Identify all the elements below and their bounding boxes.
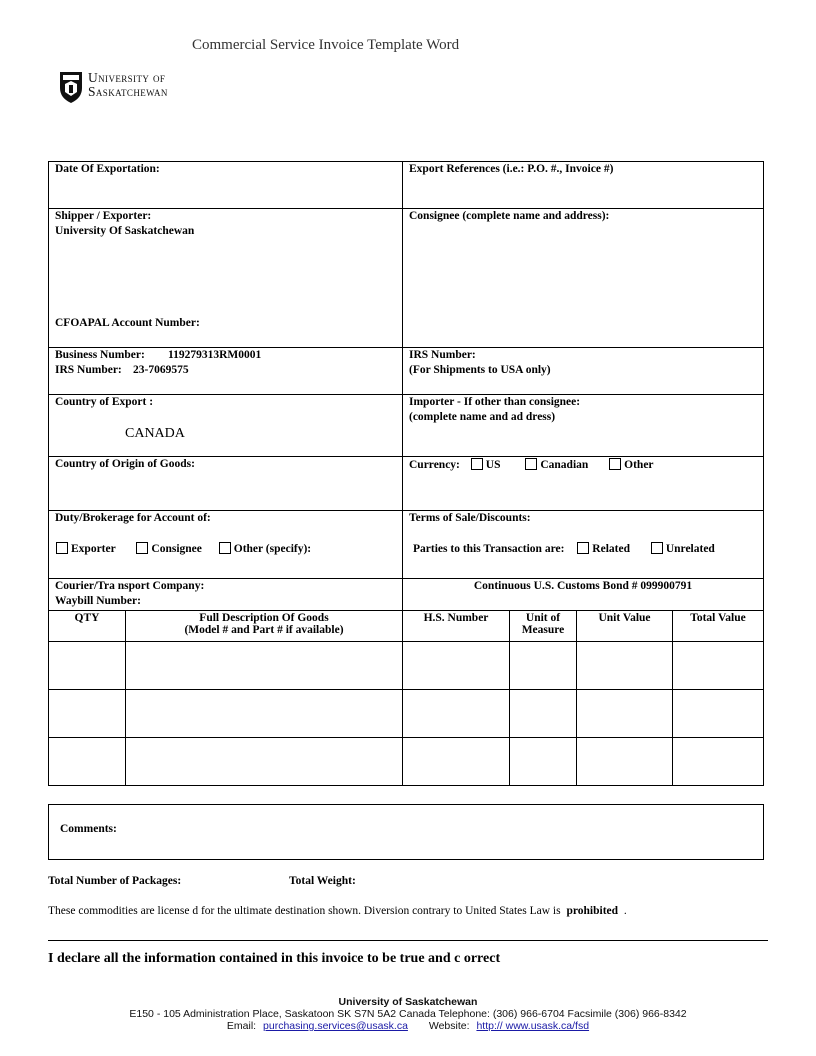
- logo-line-2: Saskatchewan: [88, 84, 168, 99]
- shipper-value: University Of Saskatchewan: [55, 225, 195, 237]
- footer-contact: [0, 1020, 816, 1032]
- logo-wordmark: [88, 71, 168, 99]
- checkbox-icon[interactable]: [56, 542, 68, 554]
- duty-brokerage-label: Duty/Brokerage for Account of:: [55, 512, 211, 524]
- parties-related[interactable]: Related: [577, 543, 630, 555]
- duty-consignee[interactable]: Consignee: [136, 543, 201, 555]
- currency-group: [409, 458, 654, 471]
- parties-unrelated[interactable]: Unrelated: [651, 543, 715, 555]
- website-link[interactable]: http:// www.usask.ca/fsd: [476, 1020, 590, 1032]
- date-of-exportation-label: Date Of Exportation:: [55, 163, 160, 175]
- checkbox-icon[interactable]: [651, 542, 663, 554]
- email-link[interactable]: purchasing.services@usask.ca: [263, 1020, 408, 1032]
- checkbox-icon[interactable]: [525, 458, 537, 470]
- country-of-export-label: Country of Export :: [55, 396, 154, 408]
- comments-box[interactable]: [48, 804, 764, 860]
- checkbox-icon[interactable]: [577, 542, 589, 554]
- customs-bond: Continuous U.S. Customs Bond # 099900791: [473, 580, 693, 592]
- checkbox-icon[interactable]: [136, 542, 148, 554]
- university-crest-icon: [58, 70, 84, 104]
- business-number-value: 119279313RM0001: [168, 349, 262, 361]
- duty-options: [56, 542, 311, 555]
- terms-label: Terms of Sale/Discounts:: [409, 512, 531, 524]
- total-packages-label: Total Number of Packages:: [48, 875, 182, 887]
- col-qty: QTY: [74, 612, 100, 624]
- divider: [48, 940, 768, 941]
- parties-label: Parties to this Transaction are:: [413, 543, 565, 555]
- checkbox-icon[interactable]: [471, 458, 483, 470]
- footer-org: University of Saskatchewan: [338, 996, 478, 1008]
- comments-label: Comments:: [60, 823, 117, 835]
- currency-other[interactable]: Other: [609, 459, 653, 471]
- logo-line-1: University of: [88, 70, 166, 85]
- importer-label: Importer - If other than consignee:: [409, 396, 581, 408]
- waybill-label: Waybill Number:: [55, 595, 141, 607]
- irs-note: (For Shipments to USA only): [409, 364, 551, 376]
- col-total-value: Total Value: [690, 612, 746, 624]
- irs-number-value: 23-7069575: [133, 364, 189, 376]
- duty-other[interactable]: Other (specify):: [219, 543, 311, 555]
- checkbox-icon[interactable]: [219, 542, 231, 554]
- consignee-label: Consignee (complete name and address):: [409, 210, 610, 222]
- col-description: Full Description Of Goods (Model # and Part # if available): [184, 612, 344, 636]
- shipper-label: Shipper / Exporter:: [55, 210, 152, 222]
- declaration: I declare all the information contained in this invoice to be true and c orrect: [48, 951, 501, 966]
- currency-us[interactable]: US: [471, 459, 501, 471]
- courier-label: Courier/Tra nsport Company:: [55, 580, 205, 592]
- checkbox-icon[interactable]: [609, 458, 621, 470]
- email-label: Email:: [226, 1020, 257, 1032]
- importer-note: (complete name and ad dress): [409, 411, 556, 423]
- cfoapal-label: CFOAPAL Account Number:: [55, 317, 200, 329]
- footer-address: E150 - 105 Administration Place, Saskatoon SK S7N 5A2 Canada Telephone: (306) 966-6704 Facsimile (306) 966-8342: [129, 1008, 687, 1020]
- irs-number-label: IRS Number:: [55, 364, 122, 376]
- business-number-label: Business Number:: [55, 349, 145, 361]
- export-references-label: Export References (i.e.: P.O. #., Invoice #): [409, 163, 614, 175]
- parties-group: [413, 542, 715, 555]
- col-unit-value: Unit Value: [598, 612, 651, 624]
- country-of-export-value: CANADA: [125, 426, 185, 441]
- col-hs-number: H.S. Number: [423, 612, 489, 624]
- duty-exporter[interactable]: Exporter: [56, 543, 116, 555]
- license-statement: These commodities are license d for the ultimate destination shown. Diversion contrary to United States Law is prohibited .: [48, 905, 627, 917]
- col-unit-of-measure: Unit of Measure: [521, 612, 565, 636]
- total-weight-label: Total Weight:: [289, 875, 356, 887]
- irs-number-right-label: IRS Number:: [409, 349, 476, 361]
- document-title: Commercial Service Invoice Template Word: [192, 37, 460, 53]
- website-label: Website:: [428, 1020, 470, 1032]
- country-of-origin-label: Country of Origin of Goods:: [55, 458, 195, 470]
- currency-label: Currency:: [409, 459, 460, 471]
- currency-canadian[interactable]: Canadian: [525, 459, 588, 471]
